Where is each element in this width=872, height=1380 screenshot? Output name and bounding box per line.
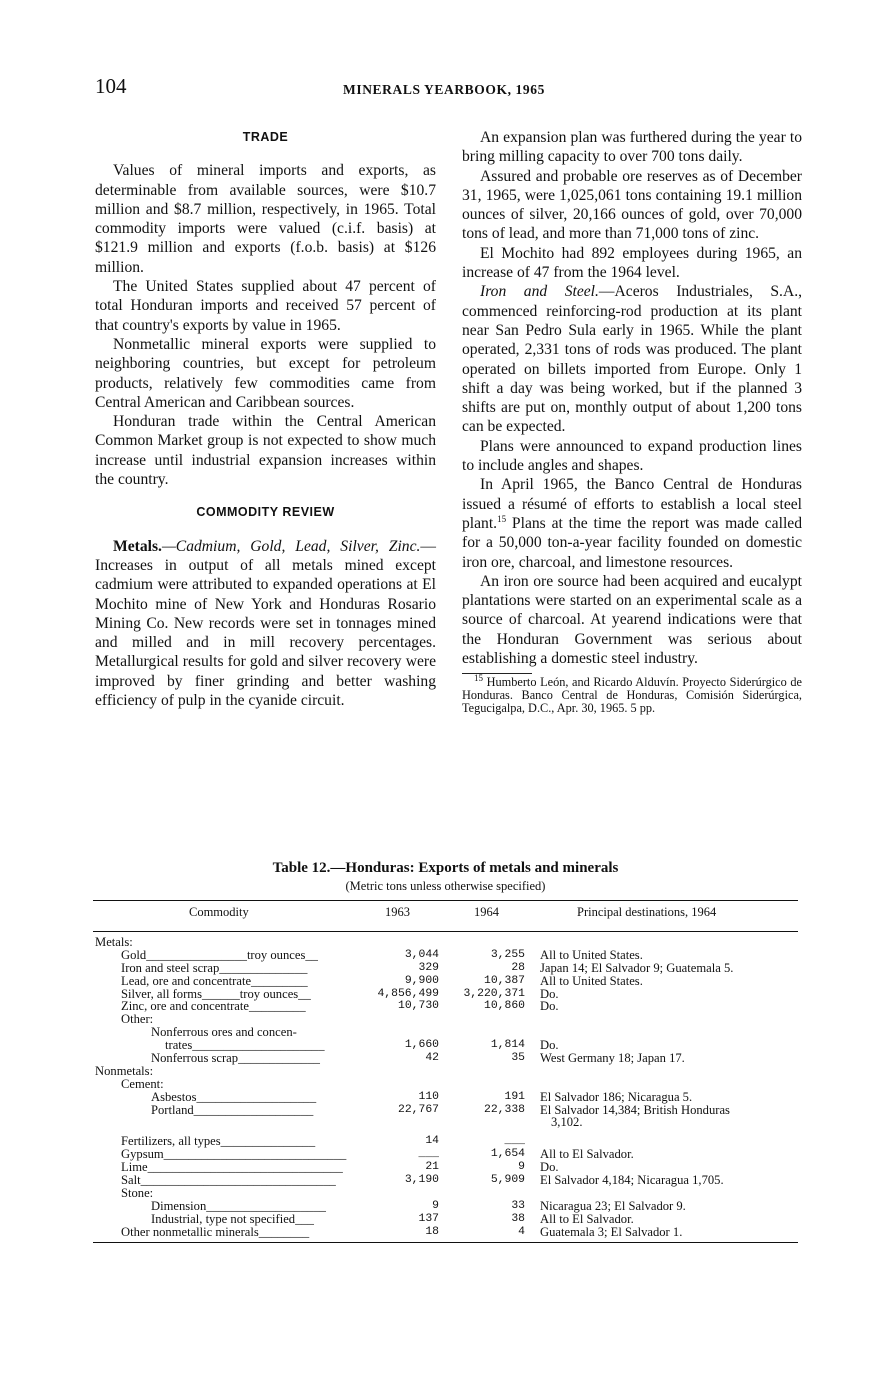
right-paragraphs-a bbox=[462, 128, 802, 282]
row-commodity: Nonferrous scrap_____________ bbox=[151, 1051, 320, 1066]
row-commodity: Silver, all forms______troy ounces__ bbox=[121, 986, 311, 1001]
row-commodity: Lime_______________________________ bbox=[121, 1160, 343, 1175]
iron-ore-paragraph: An iron ore source had been acquired and eucalypt plantations were started on an experimental scale as a source of charcoal. At yearend indications were that the Honduran Government was serious about establishing a domestic steel industry. bbox=[462, 572, 802, 668]
row-commodity: Lead, ore and concentrate_________ bbox=[121, 973, 308, 988]
row-commodity: Gold________________troy ounces__ bbox=[121, 947, 318, 962]
trade-paragraph: Nonmetallic mineral exports were supplied to neighboring countries, but except for petroleum products, relatively few commodities came from Central American and Caribbean sources. bbox=[95, 335, 436, 411]
table-body bbox=[93, 936, 798, 1238]
row-destination: All to United States. bbox=[540, 973, 643, 988]
table-row bbox=[93, 1200, 798, 1213]
row-value-1963: 137 bbox=[418, 1212, 439, 1225]
row-value-1964: 33 bbox=[511, 1199, 525, 1212]
row-value-1964: 9 bbox=[518, 1161, 525, 1174]
trade-heading: TRADE bbox=[242, 130, 289, 144]
row-value-1963: 329 bbox=[418, 961, 439, 974]
row-value-1964: 3,220,371 bbox=[463, 987, 525, 1000]
row-value-1963: 1,660 bbox=[404, 1039, 439, 1052]
row-commodity: Portland___________________ bbox=[151, 1102, 314, 1117]
row-destination: West Germany 18; Japan 17. bbox=[540, 1051, 685, 1066]
iron-steel-lead: Iron and Steel. bbox=[480, 283, 599, 301]
row-commodity: Gypsum_____________________________ bbox=[121, 1147, 347, 1162]
table-row bbox=[93, 1078, 798, 1091]
table-row bbox=[93, 1065, 798, 1078]
row-value-1964: 1,654 bbox=[490, 1148, 525, 1161]
row-value-1964: 1,814 bbox=[490, 1039, 525, 1052]
col-header-commodity: Commodity bbox=[189, 905, 249, 919]
col-header-1964: 1964 bbox=[474, 905, 499, 919]
exports-table bbox=[93, 860, 798, 1243]
table-row bbox=[93, 1052, 798, 1065]
april-text-1: In April 1965, the Banco Central de Honduras issued a résumé of efforts to establish a local steel plant. bbox=[462, 476, 802, 532]
iron-steel-text: —Aceros Industriales, S.A., commenced reinforcing-rod production at its plant near San Pedro Sula early in 1965. While the plant operated, 2,331 tons of rods was produced. The plant operated on billets imported from Europe. Only 1 shift a day was being worked, but if the planned 3 shifts are put on, monthly output of about 1,200 tons can be expected. bbox=[462, 283, 802, 436]
row-value-1964: 4 bbox=[518, 1225, 525, 1238]
table-header-rule bbox=[93, 931, 798, 932]
row-commodity: trates_____________________ bbox=[165, 1038, 325, 1053]
row-destination: All to El Salvador. bbox=[540, 1147, 634, 1162]
table-row bbox=[93, 949, 798, 962]
row-value-1963: 10,730 bbox=[397, 1000, 439, 1013]
row-destination: Do. bbox=[540, 999, 559, 1014]
row-commodity: Metals: bbox=[95, 935, 133, 949]
row-value-1964: 10,860 bbox=[483, 1000, 525, 1013]
metals-text: —Increases in output of all metals mined except cadmium were attributed to expanded operations at El Mochito mine of New York and Honduras Rosario Mining Co. New records were set in tonnages mined and milled and in mill recovery percentages. Metallurgical results for gold and silver recovery were improved by finer grinding and better washing efficiency of pulp in the cyanide circuit. bbox=[95, 537, 436, 710]
row-commodity: Fertilizers, all types_______________ bbox=[121, 1134, 316, 1149]
table-row bbox=[93, 962, 798, 975]
footnote-text: Humberto León, and Ricardo Alduvín. Proyecto Siderúrgico de Honduras. Banco Central de Honduras, Comisión Siderúrgica, Tegucigalpa, D.C., Apr. 30, 1965. 5 pp. bbox=[462, 675, 802, 716]
running-title: MINERALS YEARBOOK, 1965 bbox=[343, 82, 545, 97]
row-value-1963: 21 bbox=[425, 1161, 439, 1174]
left-column bbox=[95, 128, 436, 710]
table-row bbox=[93, 1116, 798, 1129]
row-value-1963: 9 bbox=[432, 1199, 439, 1212]
row-commodity: Dimension___________________ bbox=[151, 1198, 326, 1213]
table-row bbox=[93, 1174, 798, 1187]
row-destination: El Salvador 186; Nicaragua 5. bbox=[540, 1089, 693, 1104]
table-row bbox=[93, 975, 798, 988]
row-value-1964: ___ bbox=[504, 1135, 525, 1148]
trade-paragraph: Honduran trade within the Central American Common Market group is not expected to show much increase until industrial expansion increases within the country. bbox=[95, 413, 436, 489]
row-commodity: Asbestos___________________ bbox=[151, 1089, 317, 1104]
table-row bbox=[93, 1091, 798, 1104]
row-commodity: Other: bbox=[121, 1012, 154, 1027]
row-commodity: Zinc, ore and concentrate_________ bbox=[121, 999, 306, 1014]
row-destination: Nicaragua 23; El Salvador 9. bbox=[540, 1198, 686, 1213]
metals-italic: —Cadmium, Gold, Lead, Silver, Zinc. bbox=[161, 537, 421, 555]
april-paragraph bbox=[462, 475, 802, 571]
row-destination: El Salvador 14,384; British Honduras bbox=[540, 1102, 730, 1117]
row-value-1963: 18 bbox=[425, 1225, 439, 1238]
table-row bbox=[93, 936, 798, 949]
row-value-1963: ___ bbox=[418, 1148, 439, 1161]
trade-paragraph: Values of mineral imports and exports, as determinable from available sources, were $10.7 million and $8.7 million, respectively, in 1965. Total commodity imports were valued (c.i.f. basis) at $121.9 million and exports (f.o.b. basis) at $126 million. bbox=[95, 162, 436, 276]
row-value-1964: 35 bbox=[511, 1052, 525, 1065]
footnote bbox=[462, 673, 802, 716]
table-bottom-rule bbox=[93, 1242, 798, 1243]
footnote-number: 15 bbox=[474, 673, 483, 684]
row-commodity: Industrial, type not specified___ bbox=[151, 1211, 314, 1226]
row-value-1964: 5,909 bbox=[490, 1174, 525, 1187]
row-value-1964: 38 bbox=[511, 1212, 525, 1225]
row-commodity: Nonmetals: bbox=[95, 1063, 154, 1078]
row-value-1964: 10,387 bbox=[483, 974, 525, 987]
commodity-review-heading: COMMODITY REVIEW bbox=[196, 505, 335, 520]
trade-paragraph: The United States supplied about 47 percent of total Honduran imports and received 57 percent of that country's exports by value in 1965. bbox=[95, 278, 436, 334]
table-header bbox=[93, 905, 798, 925]
row-destination: Do. bbox=[540, 986, 559, 1001]
table-row bbox=[93, 1104, 798, 1117]
row-value-1963: 9,900 bbox=[404, 974, 439, 987]
table-row bbox=[93, 1000, 798, 1013]
row-commodity: Stone: bbox=[121, 1185, 154, 1200]
row-value-1963: 3,190 bbox=[404, 1174, 439, 1187]
right-column bbox=[462, 128, 802, 715]
row-destination: Do. bbox=[540, 1038, 559, 1053]
row-value-1963: 4,856,499 bbox=[377, 987, 439, 1000]
row-value-1963: 110 bbox=[418, 1090, 439, 1103]
metals-paragraph bbox=[95, 537, 436, 711]
iron-steel-paragraph bbox=[462, 282, 802, 436]
trade-paragraphs bbox=[95, 161, 436, 489]
row-destination: Do. bbox=[540, 1160, 559, 1175]
row-value-1964: 191 bbox=[504, 1090, 525, 1103]
page-header bbox=[95, 74, 795, 104]
row-commodity: Salt_______________________________ bbox=[121, 1173, 336, 1188]
row-value-1964: 3,255 bbox=[490, 948, 525, 961]
april-text-2: Plans at the time the report was made called for a 50,000 ton-a-year facility founded on domestic iron ore, charcoal, and limestone resources. bbox=[462, 514, 802, 571]
table-title: Table 12.—Honduras: Exports of metals and minerals bbox=[272, 860, 619, 876]
row-value-1963: 3,044 bbox=[404, 948, 439, 961]
row-destination: Guatemala 3; El Salvador 1. bbox=[540, 1224, 683, 1239]
right-paragraph: An expansion plan was furthered during the year to bring milling capacity to over 700 tons daily. bbox=[462, 129, 802, 166]
right-paragraph: El Mochito had 892 employees during 1965, an increase of 47 from the 1964 level. bbox=[462, 244, 802, 282]
row-destination: All to United States. bbox=[540, 947, 643, 962]
row-value-1963: 14 bbox=[425, 1135, 439, 1148]
footnote-ref[interactable]: 15 bbox=[497, 513, 507, 524]
row-commodity: Iron and steel scrap______________ bbox=[121, 960, 308, 975]
row-value-1963: 22,767 bbox=[397, 1103, 439, 1116]
table-subtitle: (Metric tons unless otherwise specified) bbox=[345, 879, 546, 893]
row-value-1964: 22,338 bbox=[483, 1103, 525, 1116]
col-header-1963: 1963 bbox=[385, 905, 410, 919]
row-value-1963: 42 bbox=[425, 1052, 439, 1065]
table-row bbox=[93, 1213, 798, 1226]
right-paragraph: Assured and probable ore reserves as of December 31, 1965, were 1,025,061 tons containing 19.1 million ounces of silver, 20,166 ounces of gold, over 70,000 tons of lead, and more than 71,000 tons of zinc. bbox=[462, 167, 802, 243]
row-commodity: Nonferrous ores and concen- bbox=[151, 1025, 297, 1040]
table-row bbox=[93, 1226, 798, 1239]
plans-paragraph: Plans were announced to expand production lines to include angles and shapes. bbox=[462, 437, 802, 475]
row-value-1964: 28 bbox=[511, 961, 525, 974]
row-destination: Japan 14; El Salvador 9; Guatemala 5. bbox=[540, 960, 734, 975]
table-top-rule bbox=[93, 900, 798, 901]
page-number: 104 bbox=[95, 74, 127, 98]
metals-lead: Metals. bbox=[113, 537, 162, 555]
col-header-destinations: Principal destinations, 1964 bbox=[577, 905, 717, 919]
row-destination: 3,102. bbox=[551, 1115, 583, 1130]
row-destination: All to El Salvador. bbox=[540, 1211, 634, 1226]
table-row bbox=[93, 1187, 798, 1200]
row-commodity: Other nonmetallic minerals________ bbox=[121, 1224, 310, 1239]
row-destination: El Salvador 4,184; Nicaragua 1,705. bbox=[540, 1173, 724, 1188]
row-commodity: Cement: bbox=[121, 1076, 164, 1091]
